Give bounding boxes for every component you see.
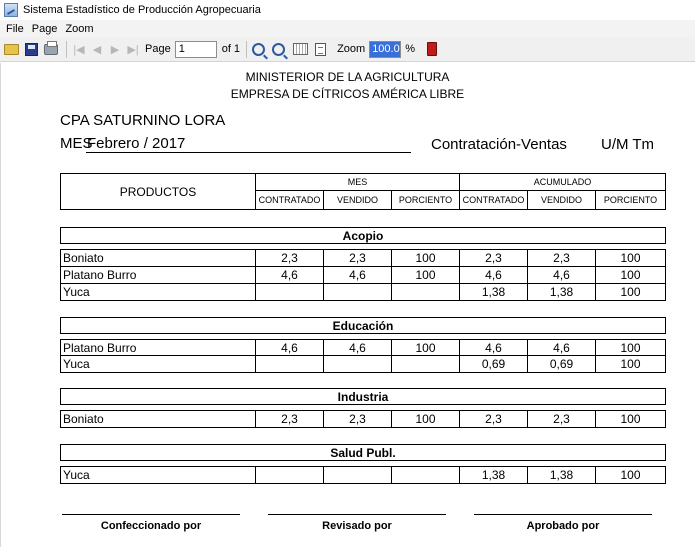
month-sold-header: VENDIDO <box>324 191 392 209</box>
menu-bar <box>0 20 695 37</box>
next-page-icon[interactable]: ▶ <box>110 43 120 56</box>
table-cell: Platano Burro <box>61 340 256 356</box>
app-icon <box>4 3 18 17</box>
table-cell: 2,3 <box>460 250 528 267</box>
table-cell: 1,38 <box>528 284 596 300</box>
table-cell <box>392 356 460 372</box>
section-educacion-table <box>60 339 666 373</box>
first-page-icon[interactable]: |◀ <box>73 43 85 56</box>
section-title: Educación <box>332 318 394 333</box>
company-title: EMPRESA DE CÍTRICOS AMÉRICA LIBRE <box>230 87 465 101</box>
fit-width-icon <box>293 43 308 55</box>
single-page-button[interactable] <box>311 40 329 58</box>
printer-icon <box>44 44 58 55</box>
table-cell: 2,3 <box>256 250 324 267</box>
accumulated-sold-header: VENDIDO <box>528 191 596 209</box>
last-page-icon[interactable]: ▶| <box>127 43 139 56</box>
table-cell: 1,38 <box>460 467 528 483</box>
percent-label: % <box>405 43 415 55</box>
aprobado-label: Aprobado por <box>526 520 600 532</box>
open-button[interactable] <box>2 40 20 58</box>
table-cell: 4,6 <box>324 267 392 284</box>
table-cell <box>256 284 324 300</box>
accumulated-contracted-header: CONTRATADO <box>460 191 528 209</box>
report-type: Contratación-Ventas <box>431 136 567 153</box>
title-bar <box>0 0 695 20</box>
table-cell: 2,3 <box>324 250 392 267</box>
toolbar <box>0 37 695 62</box>
previous-page-icon[interactable]: ◀ <box>92 43 102 56</box>
table-cell <box>324 356 392 372</box>
table-cell: 2,3 <box>528 411 596 427</box>
table-cell: 100 <box>620 468 641 482</box>
menu-zoom[interactable]: Zoom <box>65 22 94 35</box>
table-cell: 100 <box>392 267 460 284</box>
table-cell <box>256 356 324 372</box>
table-cell <box>256 467 324 483</box>
table-cell: 100 <box>596 340 665 356</box>
confeccionado-label: Confeccionado por <box>100 520 202 532</box>
zoom-in-button[interactable] <box>251 40 269 58</box>
menu-file[interactable]: File <box>6 22 24 35</box>
folder-open-icon <box>4 44 19 55</box>
table-cell: Yuca <box>61 284 256 300</box>
page-icon <box>315 43 326 56</box>
ministry-title: MINISTERIOR DE LA AGRICULTURA <box>245 70 450 84</box>
zoom-out-button[interactable] <box>271 40 289 58</box>
table-cell: 4,6 <box>528 267 596 284</box>
accumulated-percent-header: PORCIENTO <box>603 195 658 205</box>
zoom-in-icon <box>252 43 265 56</box>
accumulated-header: ACUMULADO <box>460 174 665 191</box>
table-cell: 100 <box>596 250 665 267</box>
table-cell: Yuca <box>61 467 256 483</box>
table-cell: 100 <box>392 340 460 356</box>
section-acopio-table <box>60 249 666 301</box>
save-button[interactable] <box>22 40 40 58</box>
table-cell: 100 <box>620 357 641 371</box>
table-cell: 4,6 <box>324 340 392 356</box>
menu-page[interactable]: Page <box>31 22 58 35</box>
page-label: Page <box>145 43 171 55</box>
page-count-label: of 1 <box>221 43 241 55</box>
table-cell <box>324 467 392 483</box>
table-cell <box>324 284 392 300</box>
table-cell: 100 <box>392 411 460 427</box>
table-cell: Boniato <box>61 250 256 267</box>
zoom-out-icon <box>272 43 285 56</box>
unit-of-measure: U/M Tm <box>601 136 655 153</box>
section-educacion-header <box>60 317 666 334</box>
zoom-label: Zoom <box>337 43 366 55</box>
revisado-label: Revisado por <box>322 520 392 532</box>
table-cell: 4,6 <box>460 340 528 356</box>
table-cell: 2,3 <box>256 411 324 427</box>
table-cell: 1,38 <box>460 284 528 300</box>
section-salud-table <box>60 466 666 484</box>
section-industria-table <box>60 410 666 428</box>
table-cell: 1,38 <box>528 467 596 483</box>
revisado-line <box>268 514 446 515</box>
section-title: Acopio <box>342 228 384 243</box>
month-value: Febrero / 2017 <box>87 135 186 152</box>
month-percent-header: PORCIENTO <box>392 191 460 209</box>
section-acopio-header <box>60 227 666 244</box>
page-number-input[interactable] <box>175 41 217 58</box>
table-cell <box>392 467 460 483</box>
toolbar-separator <box>66 41 67 58</box>
month-contracted-header: CONTRATADO <box>256 191 324 209</box>
aprobado-line <box>474 514 652 515</box>
table-cell: 2,3 <box>528 250 596 267</box>
table-cell: 0,69 <box>528 356 596 372</box>
table-cell: Boniato <box>61 411 256 427</box>
section-title: Industria <box>337 389 389 404</box>
table-cell: 4,6 <box>460 267 528 284</box>
table-cell: 100 <box>596 267 665 284</box>
table-cell <box>392 284 460 300</box>
table-cell: 100 <box>392 250 460 267</box>
exit-button[interactable] <box>423 40 441 58</box>
month-header: MES <box>256 174 460 191</box>
confeccionado-line <box>62 514 240 515</box>
exit-icon <box>427 42 437 56</box>
table-cell: Yuca <box>61 356 256 372</box>
table-cell: Platano Burro <box>61 267 256 284</box>
save-icon <box>25 43 38 56</box>
table-cell: 2,3 <box>324 411 392 427</box>
month-underline <box>86 152 411 153</box>
print-button[interactable] <box>42 40 60 58</box>
toolbar-separator <box>246 41 247 58</box>
table-cell: 0,69 <box>460 356 528 372</box>
products-header: PRODUCTOS <box>61 174 256 209</box>
section-industria-header <box>60 388 666 405</box>
zoom-input[interactable] <box>369 41 401 58</box>
fit-width-button[interactable] <box>291 40 309 58</box>
table-cell: 4,6 <box>528 340 596 356</box>
table-cell: 100 <box>620 412 641 426</box>
table-header <box>60 173 666 210</box>
cpa-name: CPA SATURNINO LORA <box>60 112 226 129</box>
table-cell: 2,3 <box>460 411 528 427</box>
section-title: Salud Publ. <box>330 445 396 460</box>
table-cell: 4,6 <box>256 340 324 356</box>
month-label: MES <box>60 135 93 152</box>
section-salud-header <box>60 444 666 461</box>
table-cell: 100 <box>620 285 641 299</box>
window-title: Sistema Estadístico de Producción Agropecuaria <box>23 4 261 16</box>
table-cell: 4,6 <box>256 267 324 284</box>
